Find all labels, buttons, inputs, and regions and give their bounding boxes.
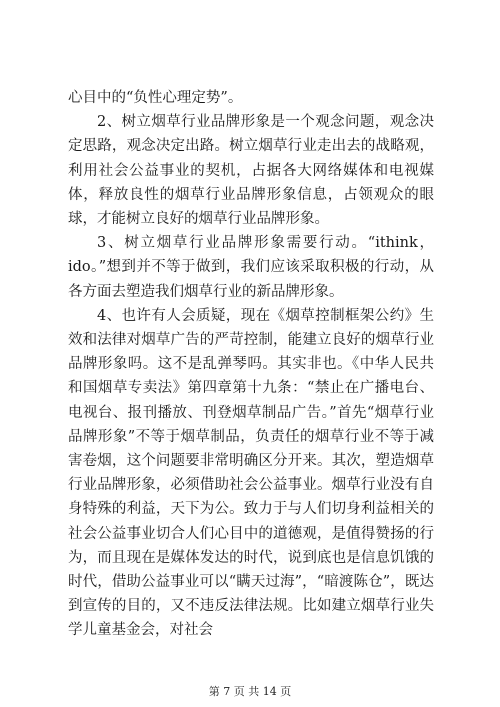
paragraph-4: 4、也许有人会质疑，现在《烟草控制框架公约》生效和法律对烟草广告的严苛控制，能建立良好的烟草行业品牌形象吗。这不是乱弹琴吗。其实非也。《中华人民共和国烟草专卖法》第四章第十九条：“禁止在广播电台、电视台、报刊播放、刊登烟草制品广告。”首先“烟草行业品牌形象”不等于烟草制品，负责任的烟草行业不等于减害卷烟，这个问题要非常明确区分开来。其次，塑造烟草行业品牌形象，必须借助社会公益事业。烟草行业没有自身特殊的利益，天下为公。致力于与人们切身利益相关的社会公益事业切合人们心目中的道德观，是值得赞扬的行为，而且现在是媒体发达的时代，说到底也是信息饥饿的时代，借助公益事业可以“瞒天过海”，“暗渡陈仓”，既达到宣传的目的，又不违反法律法规。比如建立烟草行业失学儿童基金会，对社会 (68, 307, 434, 639)
paragraph-continuation: 心目中的“负性心理定势”。 (68, 90, 243, 106)
page-footer: 第 7 页 共 14 页 (208, 685, 292, 698)
paragraph-3: 3、树立烟草行业品牌形象需要行动。“ithink，ido。”想到并不等于做到，我们应该采取积极的行动，从各方面去塑造我们烟草行业的新品牌形象。 (68, 235, 434, 300)
paragraph-2: 2、树立烟草行业品牌形象是一个观念问题，观念决定思路，观念决定出路。树立烟草行业走出去的战略观，利用社会公益事业的契机，占据各大网络媒体和电视媒体，释放良性的烟草行业品牌形象信息，占领观众的眼球，才能树立良好的烟草行业品牌形象。 (68, 114, 434, 228)
document-body (68, 86, 434, 643)
